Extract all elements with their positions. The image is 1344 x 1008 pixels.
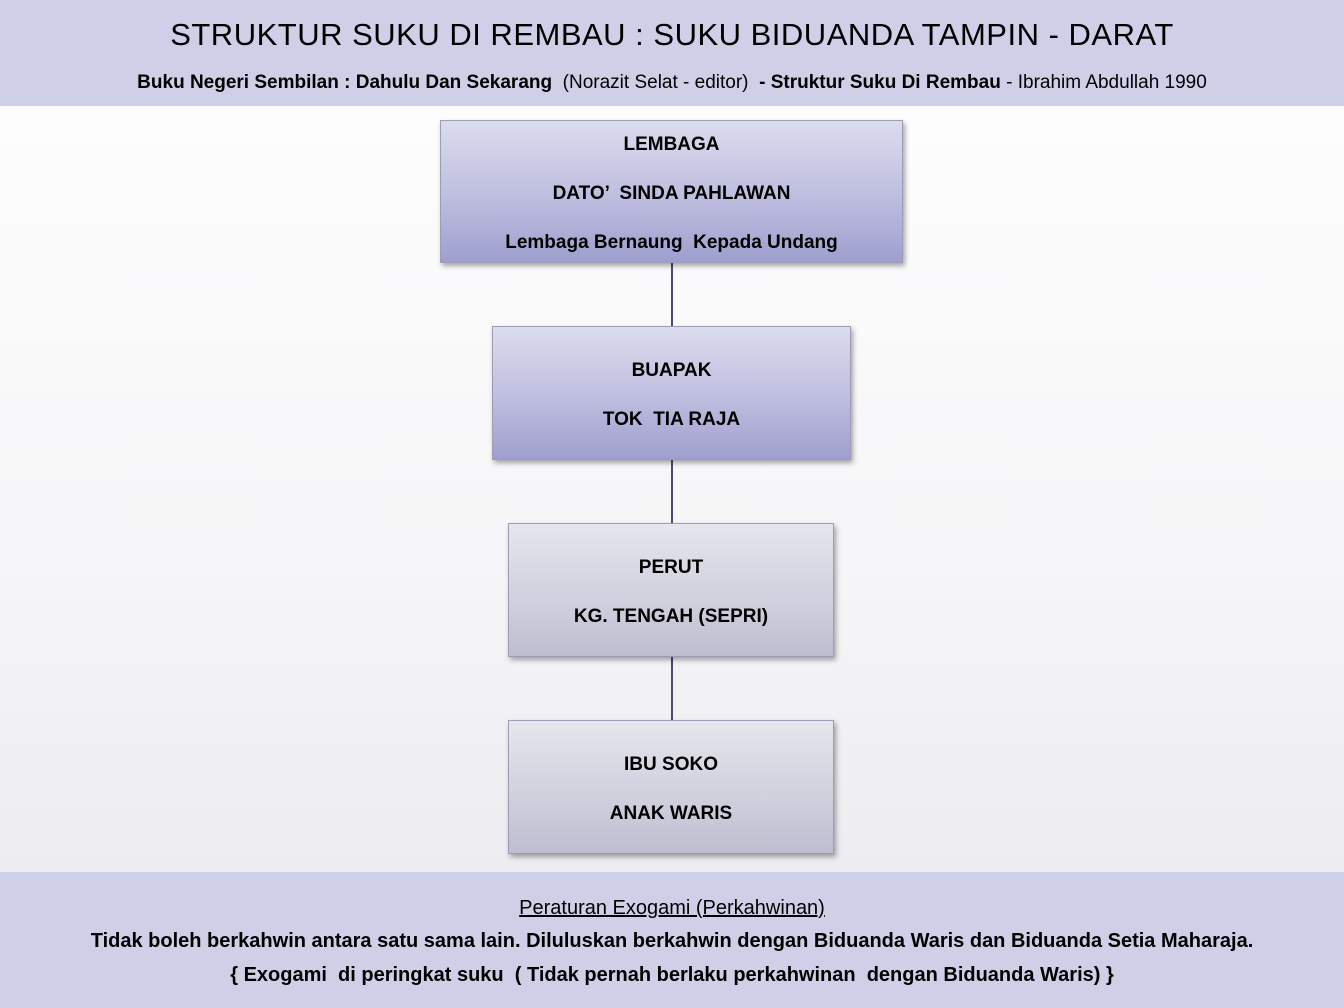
node-perut <box>508 523 834 657</box>
node-perut-title: PERUT <box>638 557 704 578</box>
connector-perut-ibusoko <box>671 657 673 720</box>
header-band <box>0 0 1344 106</box>
citation-dash: - <box>1006 72 1013 93</box>
node-lembaga-name: DATO’ SINDA PAHLAWAN <box>552 183 791 204</box>
rule-text-line-1: Tidak boleh berkahwin antara satu sama lain. Diluluskan berkahwin dengan Biduanda Waris dan Biduanda Setia Maharaja. <box>90 930 1254 952</box>
connector-buapak-perut <box>671 460 673 523</box>
node-perut-name: KG. TENGAH (SEPRI) <box>573 606 769 627</box>
citation-book: Buku Negeri Sembilan : Dahulu Dan Sekarang <box>137 72 553 93</box>
node-buapak-name: TOK TIA RAJA <box>602 409 741 430</box>
citation-separator: - <box>759 72 766 93</box>
source-citation <box>0 72 1344 94</box>
page-title: STRUKTUR SUKU DI REMBAU : SUKU BIDUANDA TAMPIN - DARAT <box>170 17 1174 52</box>
node-ibu-soko-name: ANAK WARIS <box>609 803 733 824</box>
citation-article: Struktur Suku Di Rembau <box>770 72 1001 93</box>
footer-band <box>0 872 1344 1008</box>
node-buapak-title: BUAPAK <box>631 360 712 381</box>
node-lembaga-note: Lembaga Bernaung Kepada Undang <box>505 232 838 253</box>
connector-lembaga-buapak <box>671 263 673 326</box>
citation-author: Ibrahim Abdullah 1990 <box>1017 72 1207 93</box>
rule-heading: Peraturan Exogami (Perkahwinan) <box>519 897 825 919</box>
node-buapak <box>492 326 851 460</box>
node-ibu-soko-title: IBU SOKO <box>624 754 718 775</box>
node-lembaga <box>440 120 903 263</box>
node-ibu-soko <box>508 720 834 854</box>
citation-editor: (Norazit Selat - editor) <box>562 72 749 93</box>
node-lembaga-title: LEMBAGA <box>623 134 720 155</box>
rule-text-line-2: { Exogami di peringkat suku ( Tidak pernah berlaku perkahwinan dengan Biduanda Waris) } <box>230 964 1114 986</box>
